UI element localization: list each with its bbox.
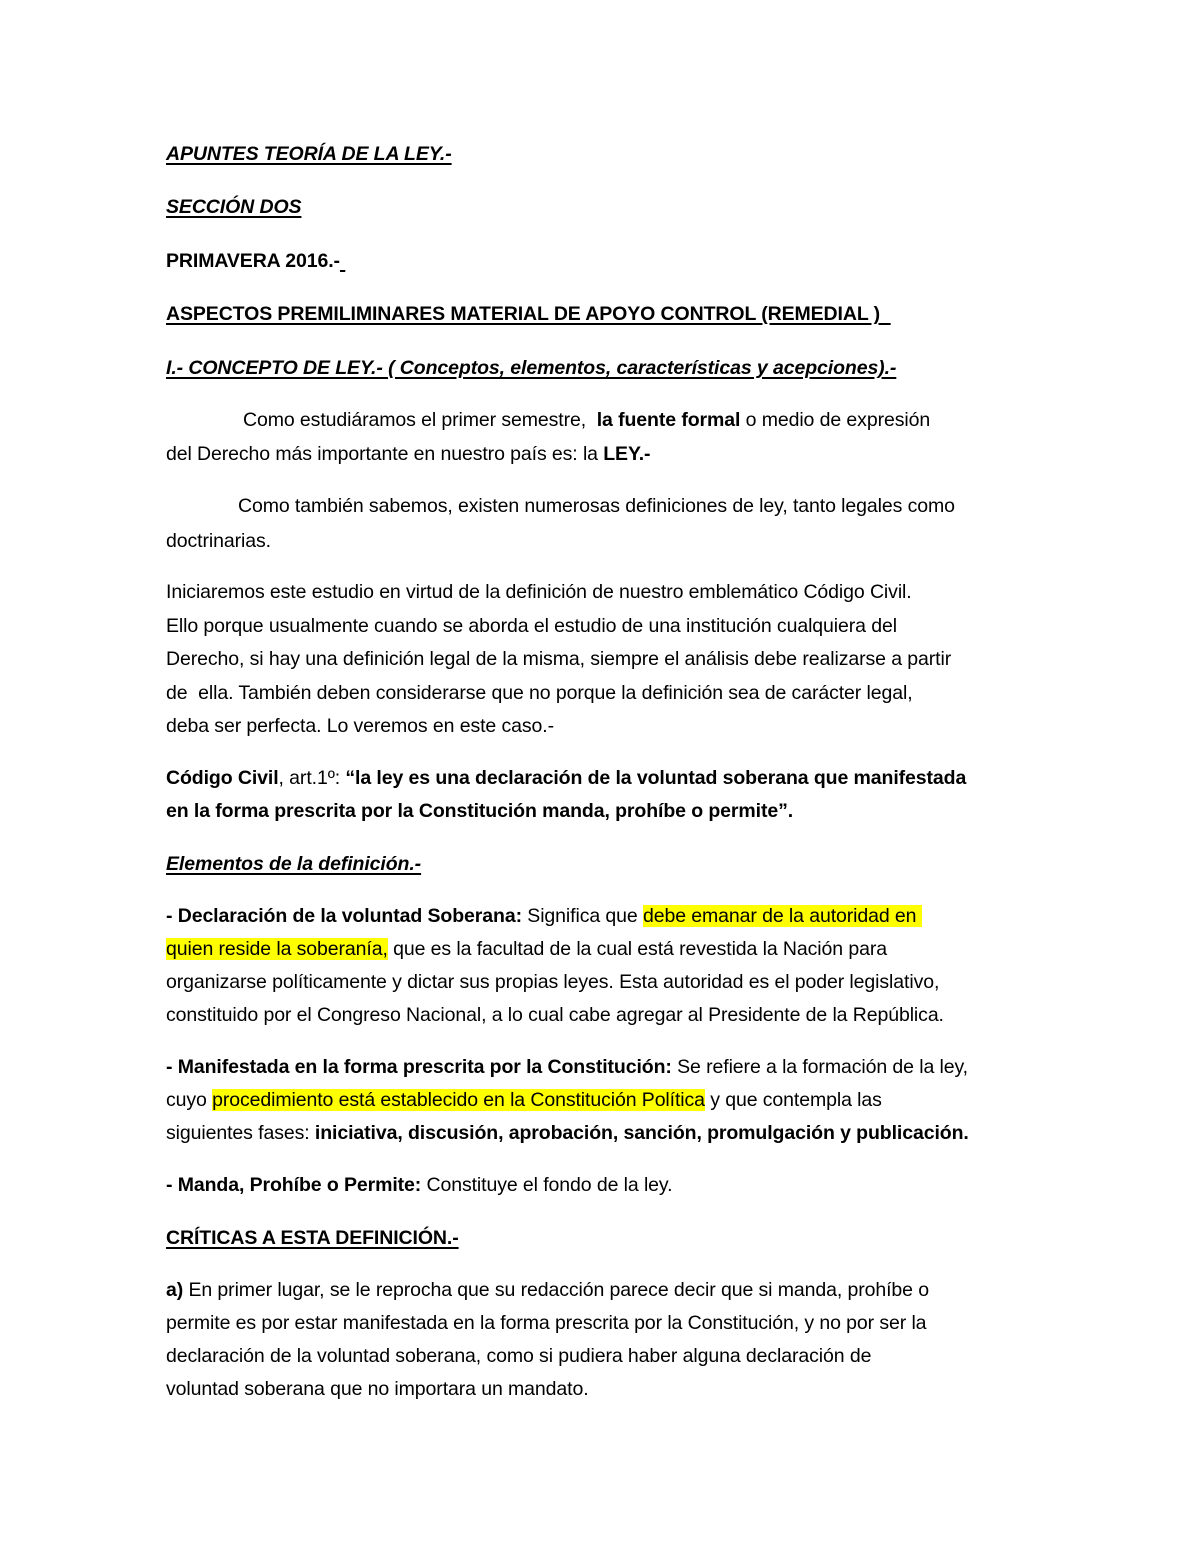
element-2-label: - Manifestada en la forma prescrita por la Constitución: (166, 1056, 672, 1078)
paragraph-3-line-1: Iniciaremos este estudio en virtud de la definición de nuestro emblemático Código Civil. (166, 581, 912, 603)
paragraph-2-line-1: Como también sabemos, existen numerosas definiciones de ley, tanto legales como (238, 495, 955, 517)
paragraph-1-line-1: Como estudiáramos el primer semestre, la fuente formal o medio de expresión (243, 409, 931, 431)
chapter-heading: I.- CONCEPTO DE LEY.- ( Conceptos, elementos, características y acepciones).- (166, 357, 897, 379)
element-1-line-1: - Declaración de la voluntad Soberana: Significa que debe emanar de la autoridad en (166, 905, 922, 927)
ley-term: LEY.- (603, 443, 651, 465)
term-underline (340, 250, 345, 272)
definition-line-1: Código Civil, art.1º: “la ley es una declaración de la voluntad soberana que manifestada (166, 767, 967, 789)
critique-a-line-4: voluntad soberana que no importara un mandato. (166, 1378, 589, 1400)
document-title: APUNTES TEORÍA DE LA LEY.- (166, 143, 452, 165)
definition-quote: “la ley es una declaración de la voluntad soberana que manifestada (345, 767, 967, 789)
critique-a-label: a) (166, 1279, 184, 1301)
element-2-line-2: cuyo procedimiento está establecido en la Constitución Política y que contempla las (166, 1089, 882, 1111)
element-2-line-3: siguientes fases: iniciativa, discusión, aprobación, sanción, promulgación y publicación. (166, 1122, 969, 1144)
law-phases: iniciativa, discusión, aprobación, sanción, promulgación y publicación. (314, 1122, 969, 1144)
highlight-procedure: procedimiento está establecido en la Constitución Política (212, 1089, 705, 1111)
subject-heading: ASPECTOS PREMILIMINARES MATERIAL DE APOYO CONTROL (REMEDIAL ) (166, 303, 891, 325)
code-label: Código Civil (166, 767, 279, 789)
critiques-heading: CRÍTICAS A ESTA DEFINICIÓN.- (166, 1227, 459, 1249)
critique-a-line-2: permite es por estar manifestada en la forma prescrita por la Constitución, y no por ser la (166, 1312, 927, 1334)
paragraph-1-line-2: del Derecho más importante en nuestro país es: la LEY.- (166, 443, 651, 465)
paragraph-3-line-3: Derecho, si hay una definición legal de la misma, siempre el análisis debe realizarse a partir (166, 648, 952, 670)
definition-line-2: en la forma prescrita por la Constitución manda, prohíbe o permite”. (166, 800, 794, 822)
paragraph-3-line-4: de ella. También deben considerarse que no porque la definición sea de carácter legal, (166, 682, 913, 704)
element-3-label: - Manda, Prohíbe o Permite: (166, 1174, 422, 1196)
elements-heading: Elementos de la definición.- (166, 853, 422, 875)
paragraph-3-line-5: deba ser perfecta. Lo veremos en este caso.- (166, 715, 554, 737)
term-text: PRIMAVERA 2016.- (166, 250, 340, 272)
element-1-line-4: constituido por el Congreso Nacional, a lo cual cabe agregar al Presidente de la República. (166, 1004, 944, 1026)
critique-a-line-3: declaración de la voluntad soberana, como si pudiera haber alguna declaración de (166, 1345, 872, 1367)
element-1-line-2: quien reside la soberanía, que es la facultad de la cual está revestida la Nación para (166, 938, 887, 960)
paragraph-2-line-2: doctrinarias. (166, 530, 271, 552)
term-label (166, 249, 345, 273)
section-label: SECCIÓN DOS (166, 196, 302, 218)
critique-a-line-1: a) En primer lugar, se le reprocha que su redacción parece decir que si manda, prohíbe o (166, 1279, 929, 1301)
element-3-line: - Manda, Prohíbe o Permite: Constituye el fondo de la ley. (166, 1174, 673, 1196)
element-1-line-3: organizarse políticamente y dictar sus propias leyes. Esta autoridad es el poder legislativo, (166, 971, 940, 993)
paragraph-3-line-2: Ello porque usualmente cuando se aborda el estudio de una institución cualquiera del (166, 615, 897, 637)
element-2-line-1: - Manifestada en la forma prescrita por la Constitución: Se refiere a la formación de la ley, (166, 1056, 968, 1078)
element-1-label: - Declaración de la voluntad Soberana: (166, 905, 522, 927)
highlight-sovereignty: quien reside la soberanía, (166, 938, 388, 960)
formal-source-term: la fuente formal (596, 409, 741, 431)
highlight-sovereign-authority: debe emanar de la autoridad en (642, 905, 922, 927)
